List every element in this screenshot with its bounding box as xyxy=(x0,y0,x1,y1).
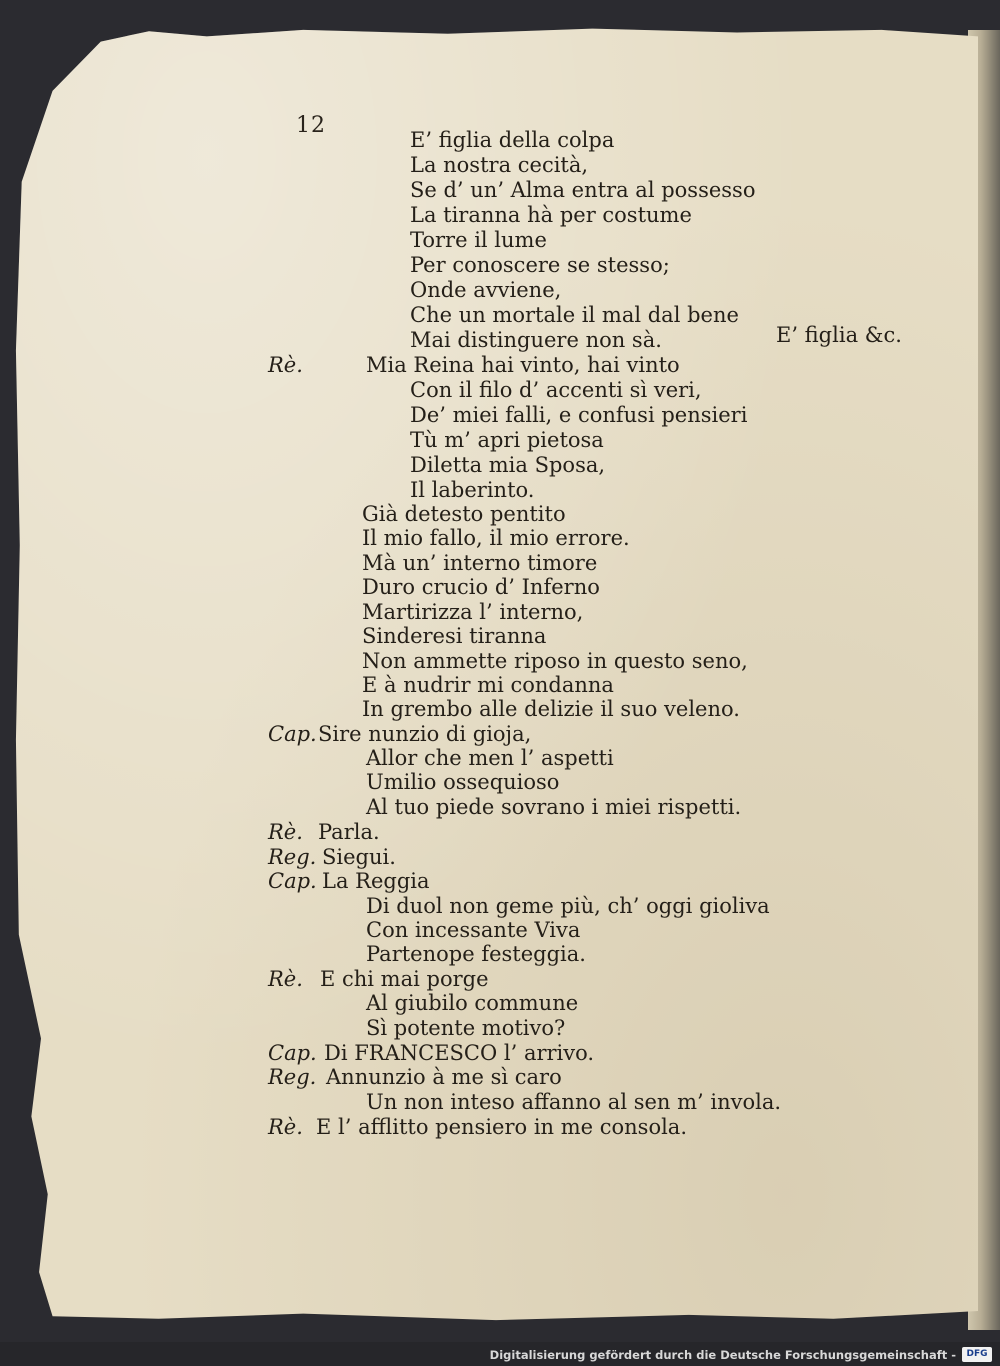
verse-line: Mia Reina hai vinto, hai vinto xyxy=(366,353,680,377)
verse-line: E l’ afflitto pensiero in me consola. xyxy=(316,1115,688,1139)
verse-line: Mà un’ interno timore xyxy=(362,551,598,575)
verse-line: Di duol non geme più, ch’ oggi gioliva xyxy=(366,894,770,918)
speaker-label: Rè. xyxy=(268,1115,303,1139)
verse-line: Un non inteso affanno al sen m’ invola. xyxy=(366,1090,782,1114)
verse-line: Sire nunzio di gioja, xyxy=(318,722,532,746)
verse-line: Di FRANCESCO l’ arrivo. xyxy=(324,1041,595,1065)
verse-line: Con il filo d’ accenti sì veri, xyxy=(410,378,702,402)
verse-line: Il mio fallo, il mio errore. xyxy=(362,526,630,550)
speaker-label: Reg. xyxy=(268,1065,317,1089)
page-number: 12 xyxy=(296,113,326,138)
verse-line: Duro crucio d’ Inferno xyxy=(362,575,600,599)
dfg-logo: DFG xyxy=(962,1347,992,1362)
verse-line: E à nudrir mi condanna xyxy=(362,673,614,697)
verse-line: Con incessante Viva xyxy=(366,918,581,942)
verse-line: Sinderesi tiranna xyxy=(362,624,547,648)
verse-line: Martirizza l’ interno, xyxy=(362,600,584,624)
speaker-label: Cap. xyxy=(268,1041,317,1065)
verse-line: Parla. xyxy=(318,820,380,844)
speaker-label: Rè. xyxy=(268,353,303,377)
verse-line: Al giubilo commune xyxy=(366,991,579,1015)
verse-line: Il laberinto. xyxy=(410,478,535,502)
refrain-cue: E’ figlia &c. xyxy=(776,323,902,347)
verse-line: Onde avviene, xyxy=(410,278,562,302)
verse-line: Non ammette riposo in questo seno, xyxy=(362,649,748,673)
speaker-label: Reg. xyxy=(268,845,317,869)
verse-line: Per conoscere se stesso; xyxy=(410,253,670,277)
verse-line: La Reggia xyxy=(322,869,430,893)
verse-line: Siegui. xyxy=(322,845,396,869)
verse-line: Annunzio à me sì caro xyxy=(326,1065,562,1089)
speaker-label: Rè. xyxy=(268,967,303,991)
verse-line: Al tuo piede sovrano i miei rispetti. xyxy=(366,795,742,819)
verse-line: Se d’ un’ Alma entra al possesso xyxy=(410,178,756,202)
speaker-label: Rè. xyxy=(268,820,303,844)
verse-line: In grembo alle delizie il suo veleno. xyxy=(362,697,740,721)
verse-line: Diletta mia Sposa, xyxy=(410,453,606,477)
funding-notice: Digitalisierung gefördert durch die Deutsche Forschungsgemeinschaft - xyxy=(489,1348,956,1362)
verse-line: Tù m’ apri pietosa xyxy=(410,428,604,452)
verse-line: La tiranna hà per costume xyxy=(410,203,692,227)
verse-line: E’ figlia della colpa xyxy=(410,128,615,152)
verse-line: E chi mai porge xyxy=(320,967,489,991)
verse-line: Che un mortale il mal dal bene xyxy=(410,303,739,327)
speaker-label: Cap. xyxy=(268,722,317,746)
verse-line: Allor che men l’ aspetti xyxy=(366,746,614,770)
verse-line: Torre il lume xyxy=(410,228,547,252)
verse-line: Mai distinguere non sà. xyxy=(410,328,662,352)
speaker-label: Cap. xyxy=(268,869,317,893)
verse-line: Partenope festeggia. xyxy=(366,942,586,966)
verse-line: Già detesto pentito xyxy=(362,502,566,526)
verse-line: De’ miei falli, e confusi pensieri xyxy=(410,403,748,427)
verse-line: Sì potente motivo? xyxy=(366,1016,566,1040)
verse-line: Umilio ossequioso xyxy=(366,770,560,794)
verse-line: La nostra cecità, xyxy=(410,153,589,177)
